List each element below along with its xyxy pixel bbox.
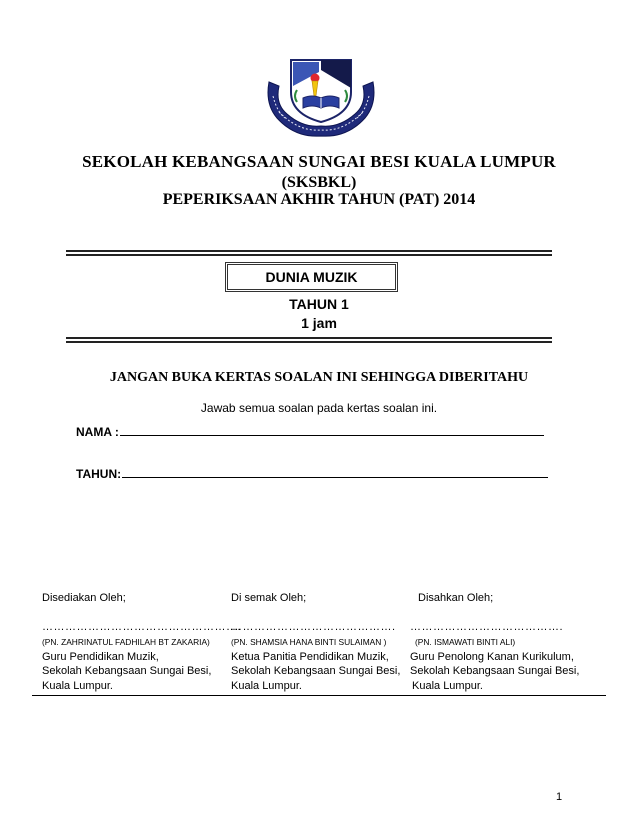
signature-label: Di semak Oleh;: [231, 592, 307, 604]
signature-dotted-line: …………………………………….: [231, 620, 396, 633]
signatory-city: Kuala Lumpur.: [42, 679, 113, 692]
answer-instruction: Jawab semua soalan pada kertas soalan ini.: [200, 401, 438, 415]
signature-dotted-line: …………………………………………….: [42, 620, 242, 633]
signatory-name: (PN. SHAMSIA HANA BINTI SULAIMAN ): [231, 637, 387, 647]
signature-block-checked: [231, 591, 400, 693]
name-blank-line[interactable]: [120, 425, 544, 436]
signatory-school: Sekolah Kebangsaan Sungai Besi,: [42, 665, 212, 677]
warning-text: JANGAN BUKA KERTAS SOALAN INI SEHINGGA DIBERITAHU: [109, 370, 529, 385]
signatory-position: Guru Pendidikan Muzik,: [42, 650, 159, 663]
year-label: TAHUN:: [76, 467, 122, 481]
signatory-school: Sekolah Kebangsaan Sungai Besi,: [231, 665, 401, 677]
signatory-city: Kuala Lumpur.: [412, 679, 483, 692]
page-number: 1: [556, 791, 563, 803]
bottom-double-rule: [66, 337, 552, 343]
signature-block-approved: [410, 591, 579, 693]
signatory-city: Kuala Lumpur.: [231, 679, 302, 692]
school-abbreviation: (SKSBKL): [281, 174, 357, 191]
name-field[interactable]: [76, 425, 544, 439]
top-double-rule: [66, 250, 552, 256]
signature-block-prepared: [42, 591, 241, 693]
year-blank-line[interactable]: [122, 467, 548, 478]
exam-duration: 1 jam: [301, 315, 337, 331]
subject-title: DUNIA MUZIK: [265, 269, 358, 285]
year-field[interactable]: [76, 467, 548, 481]
signature-label: Disahkan Oleh;: [418, 592, 494, 604]
footer-rule: [32, 695, 606, 696]
signature-label: Disediakan Oleh;: [42, 592, 126, 604]
signatory-name: (PN. ZAHRINATUL FADHILAH BT ZAKARIA): [42, 637, 210, 647]
exam-title: PEPERIKSAAN AKHIR TAHUN (PAT) 2014: [162, 191, 476, 208]
signatory-position: Ketua Panitia Pendidikan Muzik,: [231, 650, 389, 663]
signatory-school: Sekolah Kebangsaan Sungai Besi,: [410, 665, 580, 677]
name-label: NAMA :: [76, 425, 119, 439]
year-level: TAHUN 1: [289, 296, 349, 312]
school-crest-icon: [263, 52, 379, 140]
subject-box: [225, 262, 398, 292]
signatory-position: Guru Penolong Kanan Kurikulum,: [410, 650, 574, 663]
school-name: SEKOLAH KEBANGSAAN SUNGAI BESI KUALA LUMPUR: [82, 152, 556, 171]
signature-dotted-line: ………………………………….: [410, 620, 564, 633]
signatory-name: (PN. ISMAWATI BINTI ALI): [415, 637, 516, 647]
